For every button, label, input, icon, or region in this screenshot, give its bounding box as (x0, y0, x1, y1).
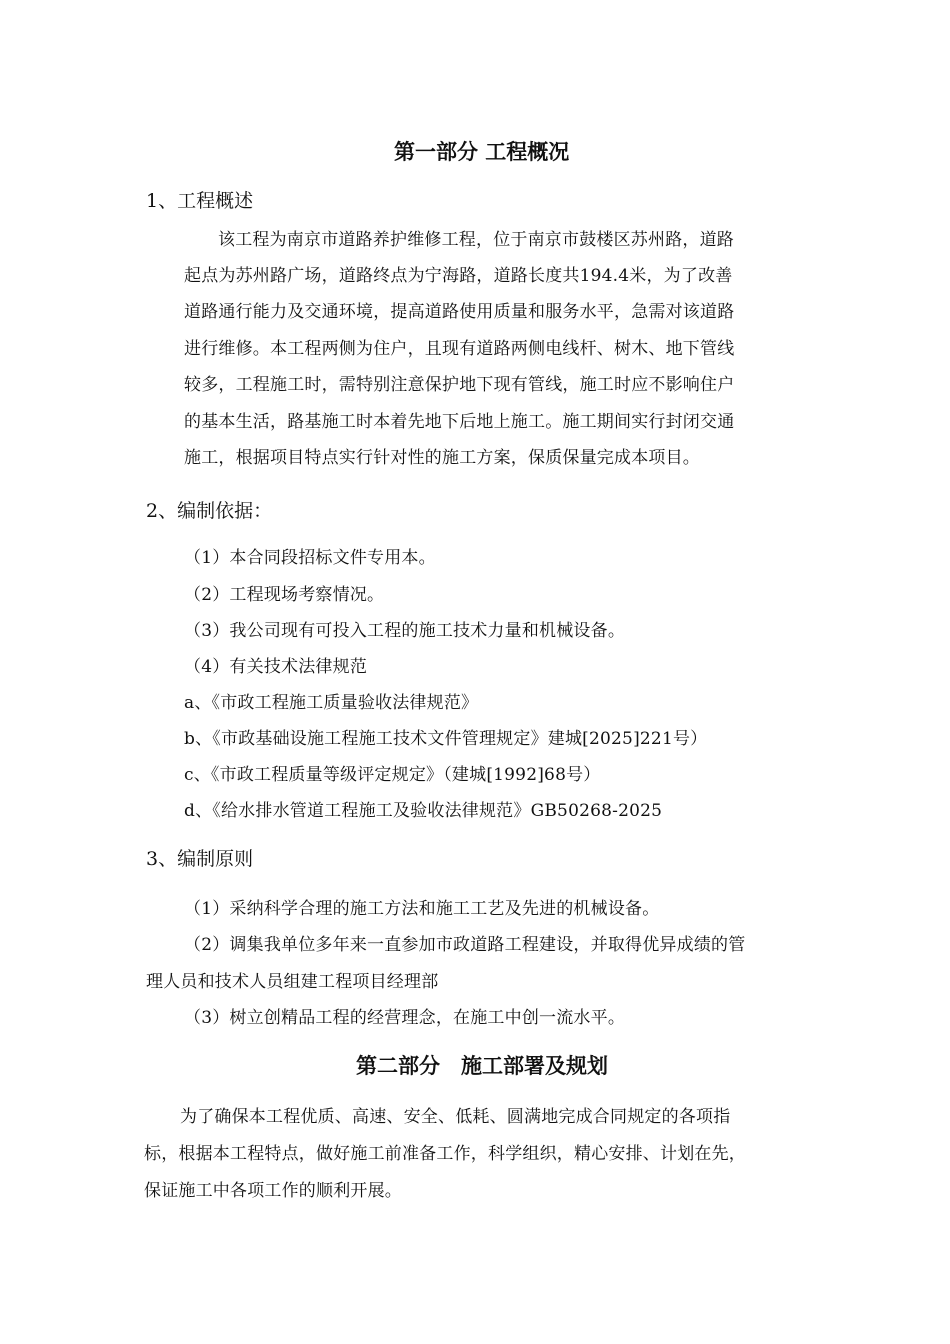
section2-list-item: （1）本合同段招标文件专用本。 (184, 548, 436, 568)
section1-para-line: 进行维修。本工程两侧为住户，且现有道路两侧电线杆、树木、地下管线 (184, 339, 735, 359)
part2-para-line: 标，根据本工程特点，做好施工前准备工作，科学组织，精心安排、计划在先， (144, 1144, 746, 1164)
section1-para-line: 起点为苏州路广场，道路终点为宁海路，道路长度共194.4米，为了改善 (184, 266, 733, 286)
section2-list-item: d、《给水排水管道工程施工及验收法律规范》GB50268-2025 (184, 801, 663, 821)
section2-list-item: a、《市政工程施工质量验收法律规范》 (184, 693, 479, 713)
section1-para-line: 的基本生活，路基施工时本着先地下后地上施工。施工期间实行封闭交通 (184, 412, 735, 432)
section3-list-item: （1）采纳科学合理的施工方法和施工工艺及先进的机械设备。 (184, 899, 660, 919)
part2-para-line: 保证施工中各项工作的顺利开展。 (144, 1181, 402, 1201)
section3-list-item: （3）树立创精品工程的经营理念，在施工中创一流水平。 (184, 1008, 626, 1028)
section1-para-line: 该工程为南京市道路养护维修工程，位于南京市鼓楼区苏州路，道路 (218, 230, 734, 250)
section1-para-line: 施工，根据项目特点实行针对性的施工方案，保质保量完成本项目。 (184, 448, 700, 468)
part1-title: 第一部分 工程概况 (394, 140, 570, 164)
part2-para-line: 为了确保本工程优质、高速、安全、低耗、圆满地完成合同规定的各项指 (180, 1107, 731, 1127)
section3-heading: 3、编制原则 (146, 848, 254, 870)
section1-para-line: 较多，工程施工时，需特别注意保护地下现有管线，施工时应不影响住户 (184, 375, 735, 395)
section2-list-item: （2）工程现场考察情况。 (184, 585, 385, 605)
section1-para-line: 道路通行能力及交通环境，提高道路使用质量和服务水平，急需对该道路 (184, 302, 735, 322)
section2-list-item: （3）我公司现有可投入工程的施工技术力量和机械设备。 (184, 621, 626, 641)
section3-list-item: 理人员和技术人员组建工程项目经理部 (146, 972, 439, 992)
section3-list-item: （2）调集我单位多年来一直参加市政道路工程建设，并取得优异成绩的管 (184, 935, 746, 955)
section1-heading: 1、工程概述 (146, 190, 254, 212)
section2-list-item: b、《市政基础设施工程施工技术文件管理规定》建城[2025]221号） (184, 729, 708, 749)
section2-list-item: c、《市政工程质量等级评定规定》（建城[1992]68号） (184, 765, 601, 785)
section2-heading: 2、编制依据： (146, 500, 273, 522)
section2-list-item: （4）有关技术法律规范 (184, 657, 368, 677)
part2-title: 第二部分 施工部署及规划 (356, 1054, 608, 1078)
